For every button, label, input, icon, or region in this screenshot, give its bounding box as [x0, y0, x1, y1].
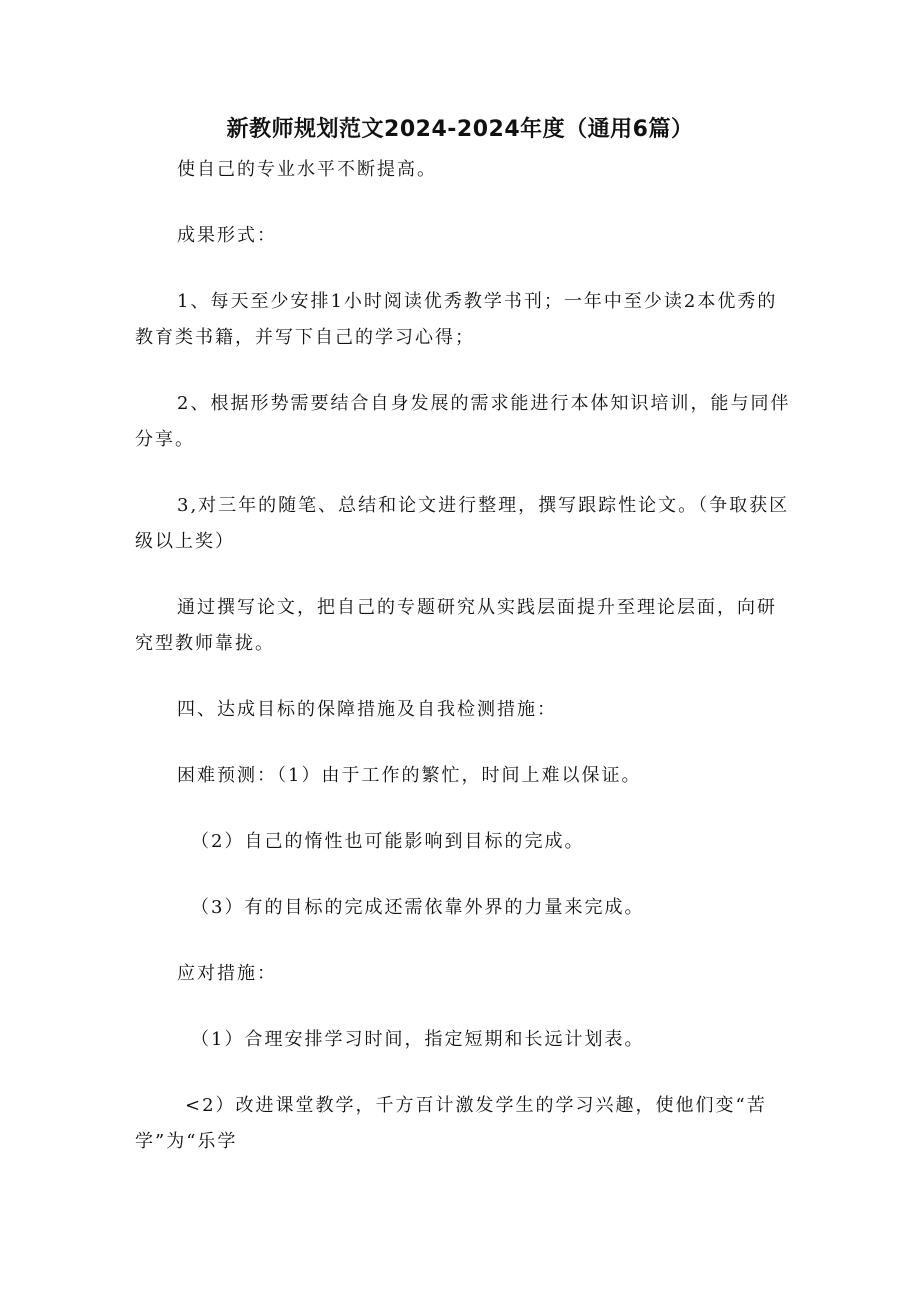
paragraph-13: <2）改进课堂教学，千方百计激发学生的学习兴趣，使他们变“苦学”为“乐学 — [135, 1095, 767, 1152]
document-title: 新教师规划范文2024-2024年度（通用6篇） — [226, 117, 694, 142]
paragraph-10: （3）有的目标的完成还需依靠外界的力量来完成。 — [191, 897, 645, 918]
paragraph-8: 困难预测：（1）由于工作的繁忙，时间上难以保证。 — [177, 765, 642, 786]
paragraph-2: 成果形式： — [177, 225, 277, 246]
paragraph-5: 3,对三年的随笔、总结和论文进行整理，撰写跟踪性论文。（争取获区级以上奖） — [135, 495, 790, 552]
paragraph-12: （1）合理安排学习时间，指定短期和长远计划表。 — [191, 1029, 645, 1050]
paragraph-4: 2、根据形势需要结合自身发展的需求能进行本体知识培训，能与同伴分享。 — [135, 393, 791, 450]
paragraph-3: 1、每天至少安排1小时阅读优秀教学书刊；一年中至少读2本优秀的教育类书籍，并写下自己的学习心得； — [135, 291, 778, 348]
paragraph-7: 四、达成目标的保障措施及自我检测措施： — [177, 699, 557, 720]
paragraph-11: 应对措施： — [177, 963, 277, 984]
paragraph-6: 通过撰写论文，把自己的专题研究从实践层面提升至理论层面，向研究型教师靠拢。 — [135, 597, 777, 654]
paragraph-9: （2）自己的惰性也可能影响到目标的完成。 — [191, 831, 585, 852]
paragraph-1: 使自己的专业水平不断提高。 — [177, 159, 437, 180]
